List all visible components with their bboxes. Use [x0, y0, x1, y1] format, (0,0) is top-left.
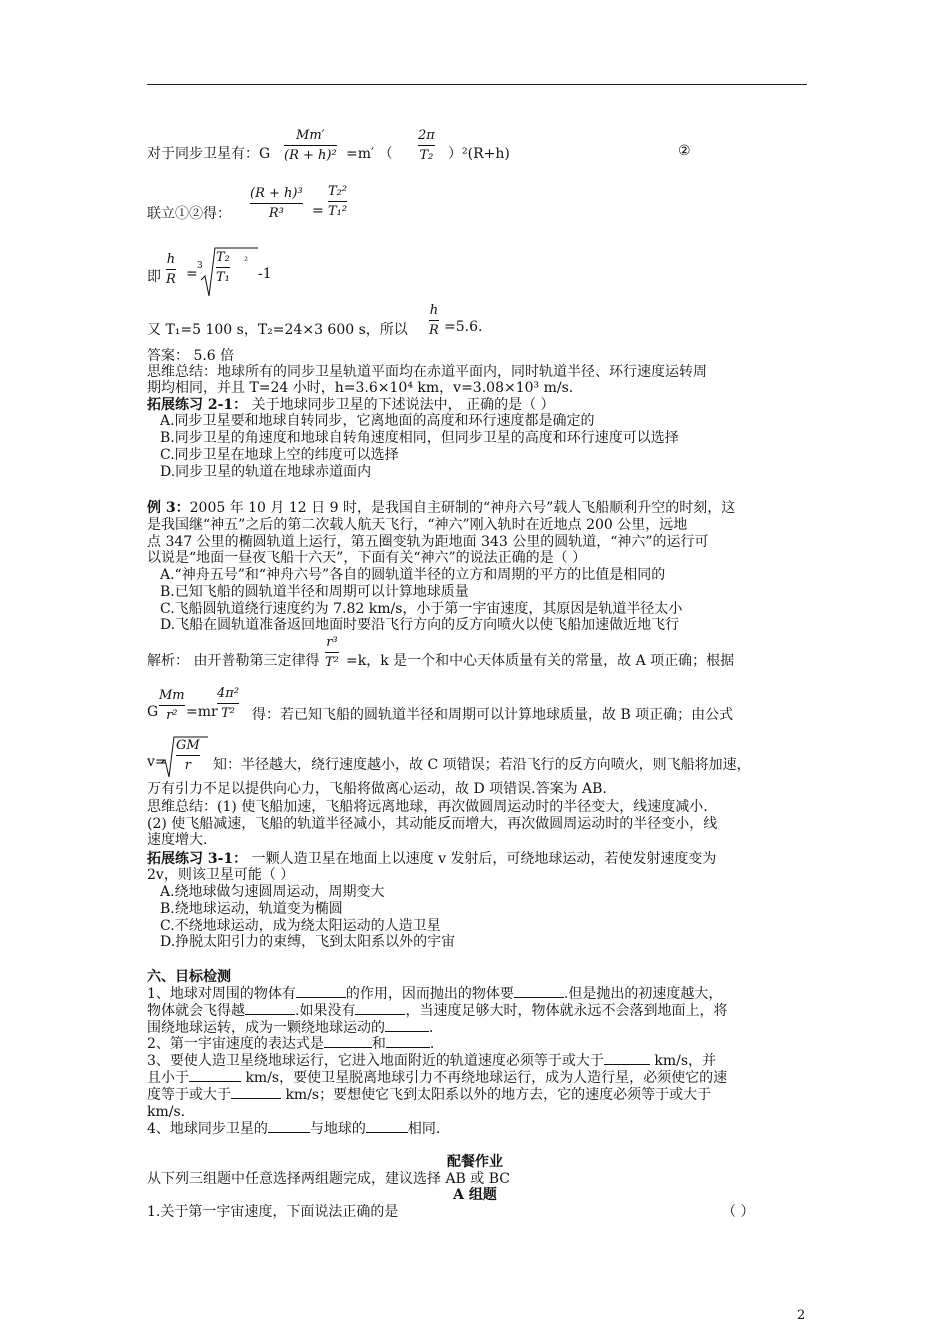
option: A.同步卫星要和地球自转同步，它离地面的高度和环行速度都是确定的 [160, 413, 595, 429]
example-text: 是我国继“神五”之后的第二次载人航天飞行，“神六”刚入轨时在近地点 200 公里，远地 [147, 517, 688, 533]
solution-text: G [147, 704, 159, 720]
denominator: R [429, 323, 439, 338]
summary-line: 期均相同，并且 T=24 小时，h=3.6×10⁴ km，v=3.08×10³ m/s. [147, 380, 574, 396]
question-text: 的作用，因而抛出的物体要 [345, 986, 514, 1002]
fill-blank[interactable] [355, 1014, 405, 1015]
summary-line: 思维总结：地球所有的同步卫星轨道平面均在赤道平面内，同时轨道半径、环行速度运转周 [147, 364, 707, 380]
question-4 [147, 1121, 440, 1137]
exercise-heading: 拓展练习 3-1： [147, 851, 248, 867]
example-text: 2005 年 10 月 12 日 9 时，是我国自主研制的“神舟六号”载人飞船顺利升空的时刻，这 [189, 500, 736, 516]
solution-text: 解析： 由开普勒第三定律得 [147, 653, 320, 669]
denominator: R³ [268, 206, 284, 221]
page-number: 2 [797, 1308, 806, 1323]
question-text: 与地球的 [309, 1121, 366, 1137]
fraction [429, 303, 439, 338]
fill-blank[interactable] [268, 1132, 310, 1133]
formula-text: 又 T₁=5 100 s，T₂=24×3 600 s，所以 [147, 322, 408, 338]
question-text: 3、要使人造卫星绕地球运行，它进入地面附近的轨道速度必须等于或大于 [147, 1053, 604, 1069]
question-text: 和 [371, 1036, 386, 1052]
exponent: ² [244, 256, 249, 267]
option: A.绕地球做匀速圆周运动，周期变大 [160, 884, 385, 900]
numerator: 2π [418, 128, 435, 143]
numerator: h [429, 303, 439, 318]
example-heading: 例 3： [147, 500, 190, 516]
exercise-question: 2v，则该卫星可能（ ） [147, 867, 295, 883]
fill-blank[interactable] [231, 1098, 281, 1099]
numerator: (R + h)³ [250, 186, 303, 201]
exercise-2-1 [147, 397, 555, 413]
homework-intro: 从下列三组题中任意选择两组题完成，建议选择 AB 或 BC [147, 1171, 511, 1187]
question-text: .但是抛出的初速度越大， [563, 986, 723, 1002]
question-text: 度等于或大于 [147, 1087, 231, 1103]
question-text: 相同. [407, 1121, 441, 1137]
fill-blank[interactable] [386, 1047, 430, 1048]
solution-text: =k，k 是一个和中心天体质量有关的常量，故 A 项正确；根据 [346, 653, 735, 669]
option: C.飞船圆轨道绕行速度约为 7.82 km/s，小于第一宇宙速度，其原因是轨道半径太小 [160, 601, 683, 617]
option: C.不绕地球运动，成为绕太阳运动的人造卫星 [160, 918, 441, 934]
question-text: 4、地球同步卫星的 [147, 1121, 268, 1137]
question-text: km/s；要想使它飞到太阳系以外的地方去，它的速度必须等于或大于 [281, 1087, 712, 1103]
formula-sync-satellite [147, 143, 270, 163]
denominator: T₂ [419, 148, 434, 163]
formula-text: = [186, 266, 198, 282]
answer: 答案： 5.6 倍 [147, 348, 235, 364]
numerator: h [166, 252, 176, 267]
exercise-question: 关于地球同步卫星的下述说法中， 正确的是（ ） [247, 397, 555, 413]
formula-text: ）²(R+h) [448, 146, 510, 162]
radical-sign [200, 244, 260, 300]
fill-blank[interactable] [366, 1132, 408, 1133]
numerator: T₂ [216, 250, 230, 265]
fraction [418, 128, 435, 163]
numerator: 4π² [217, 686, 240, 701]
numerator: GM [176, 738, 200, 753]
question-text: km/s. [147, 1104, 186, 1120]
solution-text: 万有引力不足以提供向心力，飞船将做离心运动，故 D 项错误.答案为 AB. [147, 781, 607, 797]
solution-text: v= [147, 754, 167, 770]
example-3 [147, 500, 735, 516]
formula-text: -1 [258, 266, 272, 282]
fill-blank[interactable] [385, 1031, 429, 1032]
fraction [284, 128, 337, 163]
formula-text: 即 [147, 269, 161, 285]
question-text: .如果没有 [295, 1003, 356, 1019]
fraction [250, 186, 303, 221]
answer-parentheses: （ ） [722, 1204, 755, 1220]
fraction [159, 688, 185, 723]
formula-text: = [312, 203, 324, 219]
question-1 [147, 1020, 433, 1036]
option: D.挣脱太阳引力的束缚，飞到太阳系以外的宇宙 [160, 934, 456, 950]
fill-blank[interactable] [189, 1081, 241, 1082]
option: B.同步卫星的角速度和地球自转角速度相同，但同步卫星的高度和环行速度可以选择 [160, 430, 679, 446]
denominator: T² [221, 706, 235, 721]
question-text: ，当速度足够大时，物体就永远不会落到地面上，将 [405, 1003, 728, 1019]
denominator: T² [325, 655, 339, 670]
question-text: 且小于 [147, 1070, 189, 1086]
denominator: r² [166, 708, 178, 723]
option: C.同步卫星在地球上空的纬度可以选择 [160, 447, 399, 463]
question-text: 2、第一宇宙速度的表达式是 [147, 1036, 324, 1052]
fraction [328, 184, 347, 219]
summary-line: 思维总结：(1) 使飞船加速，飞船将远离地球，再次做圆周运动时的半径变大，线速度减小. [147, 799, 708, 815]
fill-blank[interactable] [514, 997, 564, 998]
question-text: 1、地球对周围的物体有 [147, 986, 296, 1002]
header-rule [147, 84, 807, 85]
question-text: 围绕地球运转，成为一颗绕地球运动的 [147, 1020, 385, 1036]
fraction [166, 252, 176, 287]
exercise-3-1 [147, 851, 716, 867]
option: B.已知飞船的圆轨道半径和周期可以计算地球质量 [160, 584, 469, 600]
denominator: (R + h)² [284, 148, 337, 163]
solution-text: =mr [186, 704, 218, 720]
option: B.绕地球运动，轨道变为椭圆 [160, 901, 343, 917]
fill-blank[interactable] [324, 1047, 372, 1048]
option: D.飞船在圆轨道准备返回地面时要沿飞行方向的反方向喷火以使飞船加速做近地飞行 [160, 617, 680, 633]
formula-text: 对于同步卫星有：G [147, 146, 271, 162]
numerator: T₂² [328, 184, 348, 199]
question-text: . [429, 1036, 435, 1052]
summary-line: 速度增大. [147, 832, 208, 848]
fill-blank[interactable] [604, 1064, 650, 1065]
denominator: R [166, 272, 176, 287]
denominator: T₁ [216, 270, 230, 285]
summary-line: (2) 使飞船减速，飞船的轨道半径减小，其动能反而增大，再次做圆周运动时的半径变小，线 [147, 816, 718, 832]
question-text: 物体就会飞得越 [147, 1003, 245, 1019]
option: A.“神舟五号”和“神舟六号”各自的圆轨道半径的立方和周期的平方的比值是相同的 [160, 567, 666, 583]
formula-text: =m′ （ [346, 146, 393, 162]
numerator: Mm′ [296, 128, 325, 143]
homework-title: 配餐作业 [447, 1154, 503, 1170]
question-3 [147, 1070, 727, 1086]
fill-blank[interactable] [245, 1014, 295, 1015]
question-2 [147, 1036, 434, 1052]
exercise-question: 一颗人造卫星在地面上以速度 v 发射后，可绕地球运动，若使发射速度变为 [247, 851, 717, 867]
numerator: Mm [159, 688, 185, 703]
fraction [216, 250, 230, 285]
formula-text: =5.6. [444, 319, 483, 335]
numerator: r³ [326, 635, 338, 650]
fraction [325, 635, 339, 670]
denominator: T₁² [328, 204, 348, 219]
question-1 [147, 986, 722, 1002]
section-title: 六、目标检测 [147, 969, 231, 985]
solution-text: 得：若已知飞船的圆轨道半径和周期可以计算地球质量，故 B 项正确；由公式 [252, 707, 734, 723]
fraction [217, 686, 239, 721]
root-index: 3 [197, 261, 203, 271]
example-text: 点 347 公里的椭圆轨道上运行，第五圈变轨为距地面 343 公里的圆轨道，“神六”的运行可 [147, 534, 709, 550]
equation-number: ② [678, 143, 691, 159]
example-text: 以说是“地面一昼夜飞船十六天”，下面有关“神六”的说法正确的是（ ） [147, 550, 587, 566]
exercise-heading: 拓展练习 2-1： [147, 397, 248, 413]
formula-text: 联立①②得： [147, 206, 231, 222]
question-text: km/s，并 [649, 1053, 717, 1069]
homework-question: 1.关于第一宇宙速度，下面说法正确的是 [147, 1204, 399, 1220]
option: D.同步卫星的轨道在地球赤道面内 [160, 464, 372, 480]
question-text: . [429, 1020, 434, 1036]
question-text: km/s，要使卫星脱离地球引力不再绕地球运行，成为人造行星，必须使它的速 [241, 1070, 728, 1086]
solution-text: 知：半径越大，绕行速度越小，故 C 项错误；若沿飞行的反方向喷火，则飞船将加速， [213, 757, 751, 773]
denominator: r [184, 758, 191, 773]
question-1 [147, 1003, 727, 1019]
group-heading: A 组题 [453, 1187, 497, 1203]
question-3 [147, 1053, 716, 1069]
fill-blank[interactable] [296, 997, 346, 998]
question-3 [147, 1087, 711, 1103]
fraction [176, 738, 200, 773]
